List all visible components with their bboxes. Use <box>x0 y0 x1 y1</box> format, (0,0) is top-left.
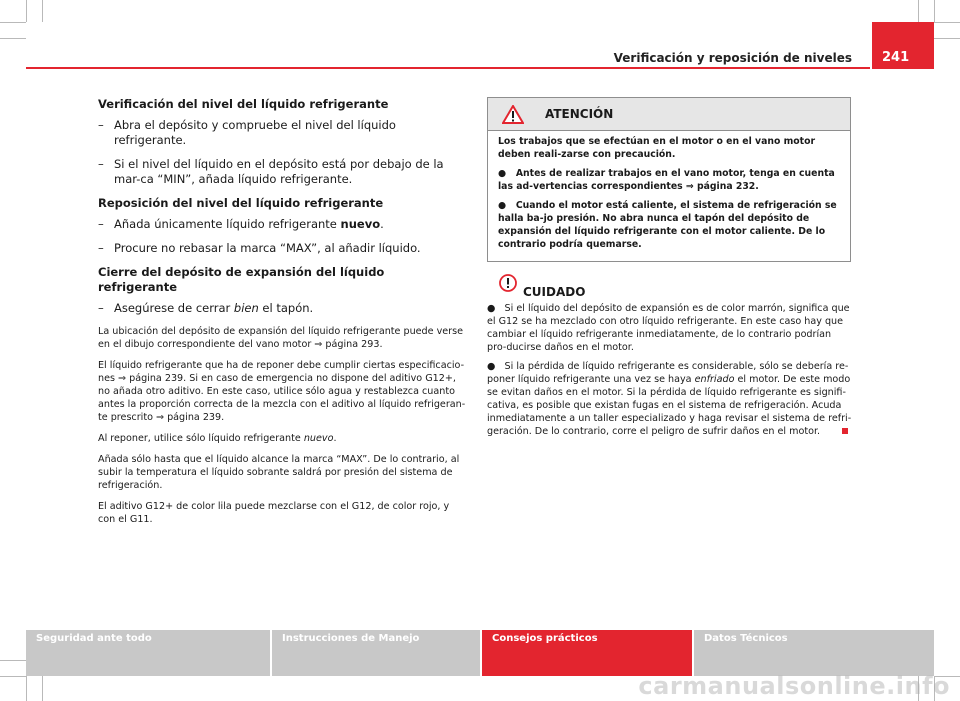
warning-bullet: ● Cuando el motor está caliente, el sistema de refrigeración se halla ba-jo presión. No abra nunca el tapón del depósito de expansión del líquido refrigerante con el motor caliente. De lo contrario podría quemarse. <box>498 200 837 250</box>
body-paragraph: La ubicación del depósito de expansión del líquido refrigerante puede verse en el dibujo correspondiente del vano motor ⇒ página 293. <box>98 326 464 350</box>
dash-marker: – <box>98 241 104 255</box>
caution-body <box>487 302 853 438</box>
footer-tab-practical-tips[interactable]: Consejos prácticos <box>482 630 692 676</box>
body-paragraph: El líquido refrigerante que ha de reponer debe cumplir ciertas especificacio-nes ⇒ página 239. Si en caso de emergencia no dispone del aditivo G12+, no añada otro aditivo. En este caso, utilice sólo agua y restablezca cuanto antes la proporción correcta de la mezcla con el aditivo al líquido refrigeran-te prescrito ⇒ página 239. <box>98 360 466 423</box>
crop-mark <box>0 676 26 677</box>
body-paragraph: El aditivo G12+ de color lila puede mezclarse con el G12, de color rojo, y con el G11. <box>98 501 450 525</box>
crop-mark <box>934 22 960 23</box>
step-item: – Asegúrese de cerrar bien el tapón. <box>98 301 314 315</box>
crop-mark <box>918 0 919 22</box>
section-heading-refill: Reposición del nivel del líquido refrigerante <box>98 196 384 210</box>
crop-mark <box>0 660 26 661</box>
watermark-text: carmanualsonline.info <box>638 672 950 700</box>
warning-header <box>488 98 850 131</box>
dash-marker: – <box>98 157 104 171</box>
warning-triangle-icon <box>502 105 524 124</box>
dash-marker: – <box>98 217 104 231</box>
right-column <box>487 97 853 444</box>
step-item: – Si el nivel del líquido en el depósito está por debajo de la mar-ca “MIN”, añada líquido refrigerante. <box>98 157 444 186</box>
crop-mark <box>26 676 27 701</box>
crop-mark <box>934 0 935 22</box>
page-number: 241 <box>872 22 934 69</box>
step-item: – Procure no rebasar la marca “MAX”, al añadir líquido. <box>98 241 421 255</box>
caution-circle-icon <box>499 274 517 292</box>
dash-marker: – <box>98 118 104 132</box>
crop-mark <box>0 38 26 39</box>
caution-bullet: ● Si el líquido del depósito de expansión es de color marrón, significa que el G12 se ha mezclado con otro líquido refrigerante. En este caso hay que cambiar el líquido refrigerante inmediatamente, de lo contrario podrían pro-ducirse daños en el motor. <box>487 303 850 353</box>
end-of-section-marker <box>842 428 848 434</box>
warning-title: ATENCIÓN <box>545 107 614 121</box>
step-item: – Añada únicamente líquido refrigerante nuevo. <box>98 217 384 231</box>
caution-header <box>487 274 853 302</box>
crop-mark <box>42 676 43 701</box>
crop-mark <box>26 0 27 22</box>
body-paragraph: Añada sólo hasta que el líquido alcance la marca “MAX”. De lo contrario, al subir la temperatura el líquido sobrante saldrá por presión del sistema de refrigeración. <box>98 454 460 491</box>
caution-title: CUIDADO <box>523 285 586 299</box>
warning-paragraph: Los trabajos que se efectúan en el motor o en el vano motor deben reali-zarse con precaución. <box>498 136 816 160</box>
crop-mark <box>934 38 960 39</box>
section-heading-check: Verificación del nivel del líquido refrigerante <box>98 97 389 111</box>
step-item: – Abra el depósito y compruebe el nivel del líquido refrigerante. <box>98 118 396 147</box>
section-heading-close: Cierre del depósito de expansión del líquido refrigerante <box>98 265 385 294</box>
left-column <box>98 97 466 534</box>
footer-tab-technical-data[interactable]: Datos Técnicos <box>694 630 934 676</box>
warning-bullet: ● Antes de realizar trabajos en el vano motor, tenga en cuenta las ad-vertencias correspondientes ⇒ página 232. <box>498 168 835 192</box>
body-paragraph: Al reponer, utilice sólo líquido refrigerante nuevo. <box>98 433 337 444</box>
dash-marker: – <box>98 301 104 315</box>
crop-mark <box>42 0 43 22</box>
running-header-title: Verificación y reposición de niveles <box>613 51 852 65</box>
caution-bullet: ● Si la pérdida de líquido refrigerante es considerable, sólo se debería re-poner líquido refrigerante una vez se haya enfriado el motor. De este modo se evitan daños en el motor. Si la pérdida de líquido refrigerante es signifi-cativa, es posible que existan fugas en el sistema de refrigeración. Acuda inmediatamente a un taller especializado y haga revisar el sistema de refri-geración. De lo contrario, corre el peligro de sufrir daños en el motor. <box>487 361 852 437</box>
footer-tab-safety[interactable]: Seguridad ante todo <box>26 630 270 676</box>
warning-body <box>488 131 850 261</box>
footer-tab-operation[interactable]: Instrucciones de Manejo <box>272 630 480 676</box>
crop-mark <box>0 22 26 23</box>
warning-box <box>487 97 851 262</box>
header-rule <box>26 67 870 69</box>
